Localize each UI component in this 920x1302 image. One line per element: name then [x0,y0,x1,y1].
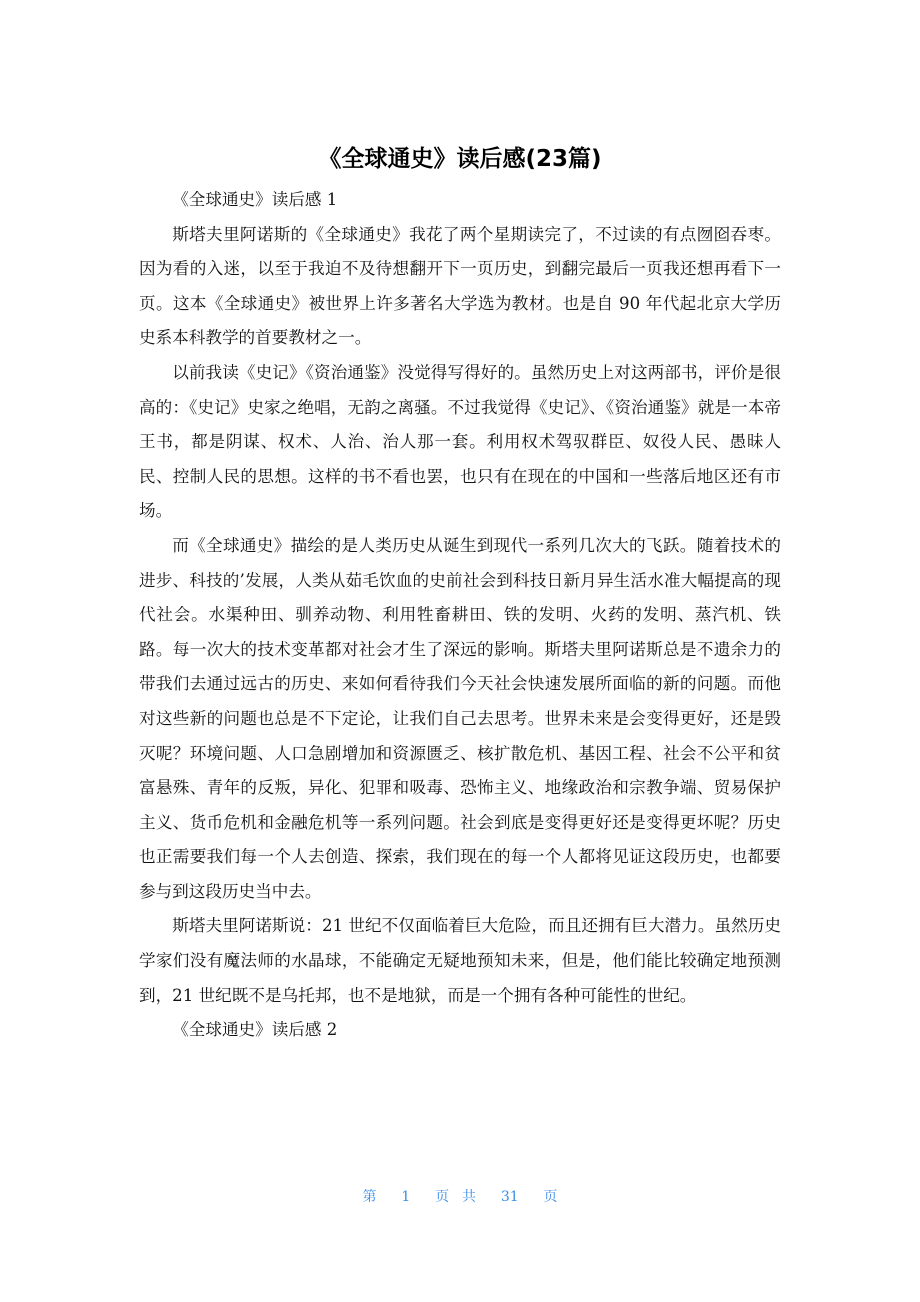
page-footer [0,1186,920,1206]
footer-suffix: 页 [543,1189,558,1205]
footer-prefix: 第 [362,1189,377,1205]
footer-middle: 页 共 [435,1189,476,1205]
section-heading: 《全球通史》读后感 2 [172,1020,338,1040]
paragraph: 斯塔夫里阿诺斯的《全球通史》我花了两个星期读完了，不过读的有点囫囵吞枣。因为看的入迷，以至于我迫不及待想翻开下一页历史，到翻完最后一页我还想再看下一页。这本《全球通史》被世界上许多著名大学选为教材。也是自 90 年代起北京大学历史系本科教学的首要教材之一。 [139,224,781,348]
paragraph: 以前我读《史记》《资治通鉴》没觉得写得好的。虽然历史上对这两部书，评价是很高的：《史记》史家之绝唱，无韵之离骚。不过我觉得《史记》、《资治通鉴》就是一本帝王书，都是阴谋、权术、人治、治人那一套。利用权术驾驭群臣、奴役人民、愚昧人民、控制人民的思想。这样的书不看也罢，也只有在现在的中国和一些落后地区还有市场。 [139,362,781,521]
paragraph: 而《全球通史》描绘的是人类历史从诞生到现代一系列几次大的飞跃。随着技术的进步、科技的’发展，人类从茹毛饮血的史前社会到科技日新月异生活水准大幅提高的现代社会。水渠种田、驯养动物、利用牲畜耕田、铁的发明、火药的发明、蒸汽机、铁路。每一次大的技术变革都对社会才生了深远的影响。斯塔夫里阿诺斯总是不遗余力的带我们去通过远古的历史、来如何看待我们今天社会快速发展所面临的新的问题。而他对这些新的问题也总是不下定论，让我们自己去思考。世界未来是会变得更好，还是毁灭呢？环境问题、人口急剧增加和资源匮乏、核扩散危机、基因工程、社会不公平和贫富悬殊、青年的反叛，异化、犯罪和吸毒、恐怖主义、地缘政治和宗教争端、贸易保护主义、货币危机和金融危机等一系列问题。社会到底是变得更好还是变得更坏呢？历史也正需要我们每一个人去创造、探索，我们现在的每一个人都将见证这段历史，也都要参与到这段历史当中去。 [139,535,781,901]
section-heading: 《全球通史》读后感 1 [172,190,338,209]
document-title: 《全球通史》读后感(23篇) [318,146,602,172]
total-pages-number: 31 [500,1189,519,1205]
paragraph: 斯塔夫里阿诺斯说：21 世纪不仅面临着巨大危险，而且还拥有巨大潜力。虽然历史学家们没有魔法师的水晶球，不能确定无疑地预知未来，但是，他们能比较确定地预测到，21 世纪既不是乌托邦，也不是地狱，而是一个拥有各种可能性的世纪。 [139,916,781,1005]
document-body [139,183,781,1048]
current-page-number: 1 [401,1189,411,1205]
